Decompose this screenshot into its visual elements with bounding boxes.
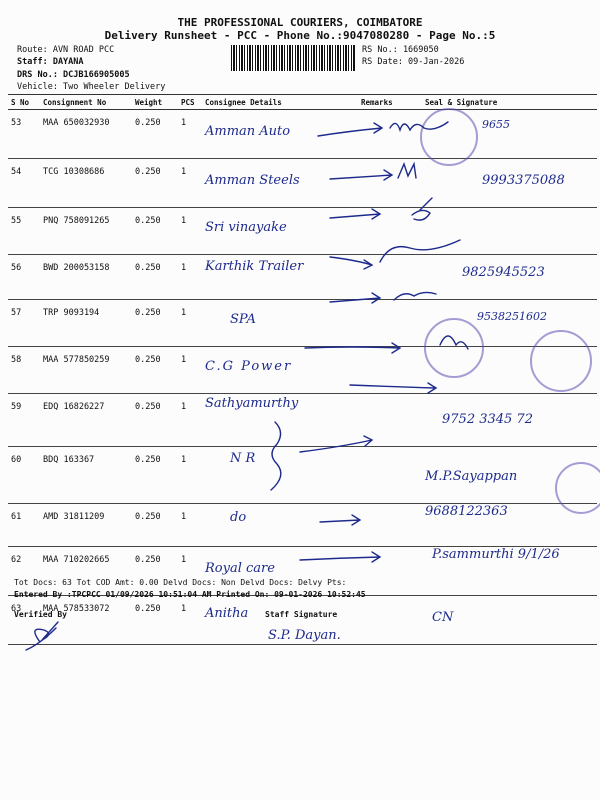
cell-weight: 0.250 bbox=[132, 110, 178, 159]
table-row bbox=[8, 347, 597, 394]
verified-by-label: Verified By bbox=[14, 610, 67, 619]
cell-sno: 60 bbox=[8, 447, 40, 504]
cell-remarks bbox=[358, 596, 422, 645]
cell-pcs: 1 bbox=[178, 504, 202, 547]
cell-pcs: 1 bbox=[178, 347, 202, 394]
document-subtitle: Delivery Runsheet - PCC - Phone No.:9047080280 - Page No.:5 bbox=[104, 29, 496, 42]
col-consignee: Consignee Details bbox=[202, 95, 358, 110]
rs-number: RS No.: 1669050 bbox=[362, 45, 439, 55]
staff-label: Staff: DAYANA bbox=[17, 57, 84, 67]
cell-consignment: BWD 200053158 bbox=[40, 255, 132, 300]
table-header-row bbox=[8, 95, 597, 110]
cell-sno: 59 bbox=[8, 394, 40, 447]
cell-sno: 55 bbox=[8, 208, 40, 255]
company-seal-stamp bbox=[424, 318, 484, 378]
cell-remarks bbox=[358, 255, 422, 300]
table-row bbox=[8, 300, 597, 347]
cell-weight: 0.250 bbox=[132, 347, 178, 394]
cell-seal: M.P.Sayappan bbox=[422, 447, 597, 504]
vehicle-label: Vehicle: Two Wheeler Delivery bbox=[17, 82, 166, 92]
cell-remarks bbox=[358, 504, 422, 547]
cell-pcs: 1 bbox=[178, 255, 202, 300]
cell-weight: 0.250 bbox=[132, 547, 178, 596]
entered-by-line: Entered By :TPCPCC 01/09/2026 10:51:04 AM Printed On: 09-01-2026 10:52:45 bbox=[14, 590, 366, 599]
cell-seal: 9538251602 bbox=[422, 300, 597, 347]
cell-sno: 57 bbox=[8, 300, 40, 347]
rs-date: RS Date: 09-Jan-2026 bbox=[362, 57, 465, 67]
cell-remarks bbox=[358, 547, 422, 596]
cell-sno: 63 bbox=[8, 596, 40, 645]
cell-seal: P.sammurthi 9/1/26 bbox=[422, 547, 597, 596]
cell-consignment: MAA 710202665 bbox=[40, 547, 132, 596]
cell-weight: 0.250 bbox=[132, 504, 178, 547]
table-row bbox=[8, 208, 597, 255]
cell-seal: 9688122363 bbox=[422, 504, 597, 547]
cell-pcs: 1 bbox=[178, 110, 202, 159]
cell-pcs: 1 bbox=[178, 300, 202, 347]
col-remarks: Remarks bbox=[358, 95, 422, 110]
cell-consignment: TCG 10308686 bbox=[40, 159, 132, 208]
staff-signature-label: Staff Signature bbox=[265, 610, 338, 619]
cell-seal: 9752 3345 72 bbox=[422, 394, 597, 447]
route-label: Route: AVN ROAD PCC bbox=[17, 45, 115, 55]
cell-weight: 0.250 bbox=[132, 159, 178, 208]
cell-consignment: TRP 9093194 bbox=[40, 300, 132, 347]
cell-seal: 9993375088 bbox=[422, 159, 597, 208]
cell-consignment: MAA 577850259 bbox=[40, 347, 132, 394]
col-seal: Seal & Signature bbox=[422, 95, 597, 110]
cell-pcs: 1 bbox=[178, 394, 202, 447]
cell-consignee: N R bbox=[202, 447, 358, 504]
cell-remarks bbox=[358, 110, 422, 159]
cell-sno: 56 bbox=[8, 255, 40, 300]
cell-sno: 54 bbox=[8, 159, 40, 208]
company-seal-stamp bbox=[530, 330, 592, 392]
col-weight: Weight bbox=[132, 95, 178, 110]
cell-consignee: Royal care bbox=[202, 547, 358, 596]
cell-remarks bbox=[358, 447, 422, 504]
cell-pcs: 1 bbox=[178, 447, 202, 504]
cell-consignment: MAA 650032930 bbox=[40, 110, 132, 159]
cell-consignee: Karthik Trailer bbox=[202, 255, 358, 300]
table-row bbox=[8, 504, 597, 547]
cell-sno: 58 bbox=[8, 347, 40, 394]
cell-consignment: PNQ 758091265 bbox=[40, 208, 132, 255]
company-seal-stamp bbox=[420, 108, 478, 166]
staff-signature: S.P. Dayan. bbox=[268, 628, 341, 643]
company-seal-stamp bbox=[555, 462, 600, 514]
cell-sno: 62 bbox=[8, 547, 40, 596]
cell-remarks bbox=[358, 300, 422, 347]
cell-weight: 0.250 bbox=[132, 394, 178, 447]
cell-remarks bbox=[358, 159, 422, 208]
cell-weight: 0.250 bbox=[132, 596, 178, 645]
cell-consignee: SPA bbox=[202, 300, 358, 347]
cell-consignee: Sri vinayake bbox=[202, 208, 358, 255]
cell-sno: 53 bbox=[8, 110, 40, 159]
cell-consignment: AMD 31811209 bbox=[40, 504, 132, 547]
cell-seal bbox=[422, 208, 597, 255]
cell-seal: 9655 bbox=[422, 110, 597, 159]
cell-weight: 0.250 bbox=[132, 255, 178, 300]
cell-seal: CN bbox=[422, 596, 597, 645]
document-title: THE PROFESSIONAL COURIERS, COIMBATORE bbox=[177, 16, 423, 29]
cell-consignment: MAA 578533072 bbox=[40, 596, 132, 645]
cell-remarks bbox=[358, 208, 422, 255]
cell-weight: 0.250 bbox=[132, 208, 178, 255]
delivery-table bbox=[8, 94, 597, 645]
cell-consignee: Amman Auto bbox=[202, 110, 358, 159]
cell-consignee: do bbox=[202, 504, 358, 547]
table-row bbox=[8, 110, 597, 159]
table-row bbox=[8, 159, 597, 208]
cell-consignee: Amman Steels bbox=[202, 159, 358, 208]
cell-pcs: 1 bbox=[178, 596, 202, 645]
col-consignment: Consignment No bbox=[40, 95, 132, 110]
cell-consignment: BDQ 163367 bbox=[40, 447, 132, 504]
cell-pcs: 1 bbox=[178, 547, 202, 596]
cell-consignment: EDQ 16826227 bbox=[40, 394, 132, 447]
cell-weight: 0.250 bbox=[132, 447, 178, 504]
table-row bbox=[8, 394, 597, 447]
table-row bbox=[8, 447, 597, 504]
cell-pcs: 1 bbox=[178, 159, 202, 208]
cell-weight: 0.250 bbox=[132, 300, 178, 347]
barcode bbox=[231, 45, 355, 71]
totals-line: Tot Docs: 63 Tot COD Amt: 0.00 Delvd Docs: Non Delvd Docs: Delvy Pts: bbox=[14, 578, 347, 587]
table-row bbox=[8, 255, 597, 300]
cell-pcs: 1 bbox=[178, 208, 202, 255]
drs-label: DRS No.: DCJB166905005 bbox=[17, 70, 130, 80]
table-row bbox=[8, 547, 597, 596]
col-pcs: PCS bbox=[178, 95, 202, 110]
cell-remarks bbox=[358, 394, 422, 447]
cell-consignee: Sathyamurthy bbox=[202, 394, 358, 447]
col-sno: S No bbox=[8, 95, 40, 110]
cell-consignee: Anitha bbox=[202, 596, 358, 645]
cell-consignee: C.G Power bbox=[202, 347, 358, 394]
cell-sno: 61 bbox=[8, 504, 40, 547]
cell-seal: 9825945523 bbox=[422, 255, 597, 300]
cell-remarks bbox=[358, 347, 422, 394]
